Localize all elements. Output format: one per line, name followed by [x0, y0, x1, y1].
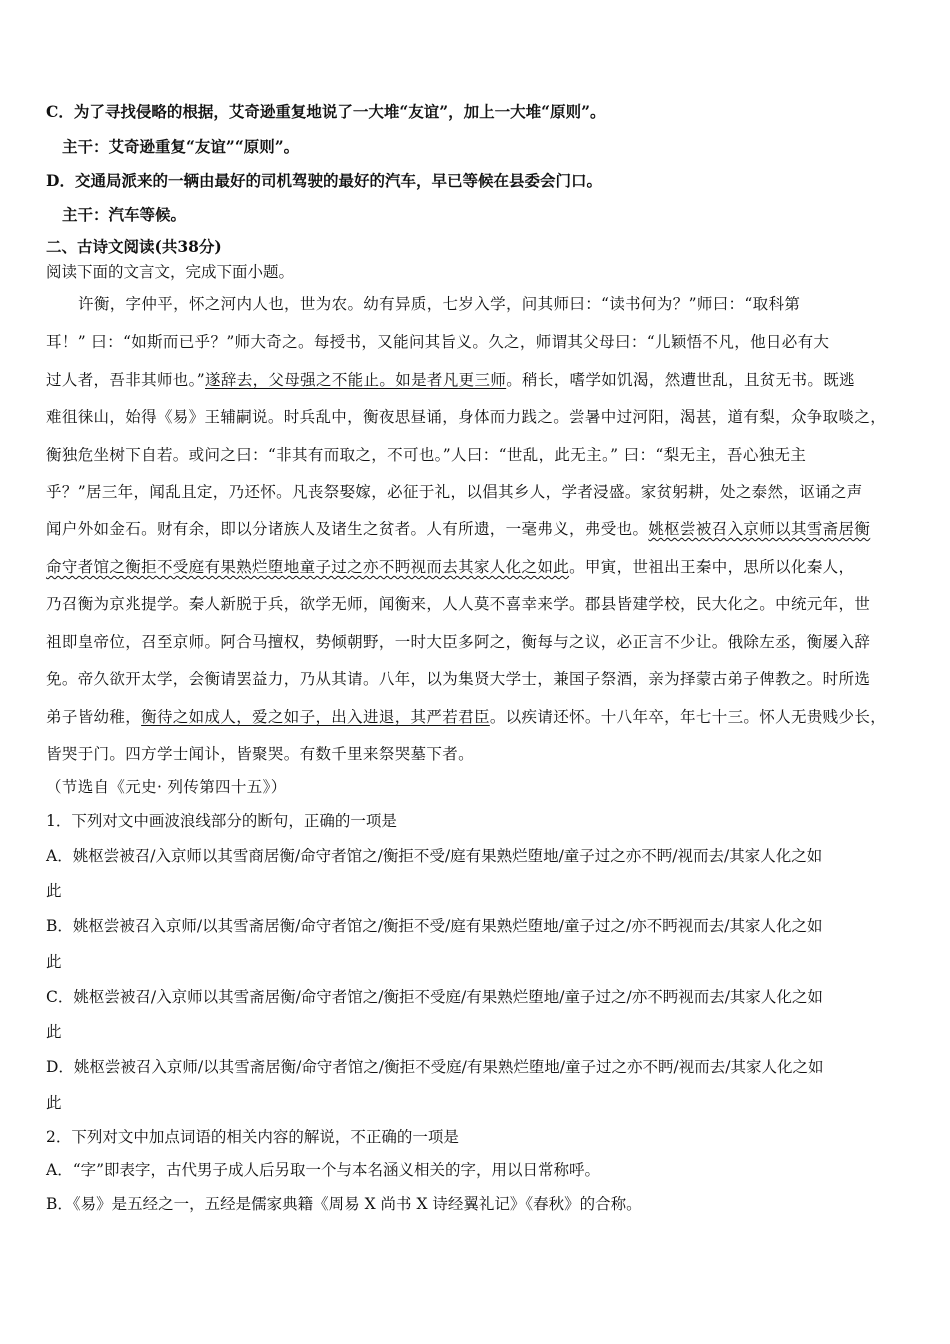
passage-line-13: 皆哭于门。四方学士闻讣，皆聚哭。有数千里来祭哭墓下者。 [46, 745, 474, 763]
option-d-main-clause: 主干：汽车等候。 [62, 205, 187, 224]
passage-text: 。稍长，嗜学如饥渴，然遭世乱，且贫无书。既逃 [506, 371, 855, 389]
passage-text: 弟子皆幼稚， [46, 708, 142, 726]
passage-line-12 [46, 706, 886, 728]
underlined-sentence-2: 衡待之如成人，爱之如子，出入进退，其严若君臣 [141, 708, 490, 726]
passage-line-5: 衡独危坐树下自若。或问之曰：“非其有而取之，不可也。”人曰：“世乱，此无主。” 曰：“梨无主，吾心独无主 [46, 446, 807, 464]
passage-line-4: 难徂徕山，始得《易》王辅嗣说。时兵乱中，衡夜思昼诵，身体而力践之。尝暑中过河阳，渴甚，道有梨，众争取啖之， [46, 408, 887, 426]
question-1-option-b: B．姚枢尝被召入京师/以其雪斋居衡/命守者馆之/衡拒不受/庭有果熟烂堕地/童子过之/亦不眄视而去/其家人化之如 [46, 917, 823, 935]
underlined-sentence-1: 遂辞去，父母强之不能止。如是者凡更三师 [205, 371, 507, 389]
passage-line-2: 耳！” 曰：“如斯而已乎？”师大奇之。每授书，又能问其旨义。久之，师谓其父母曰：“儿颖悟不凡，他日必有大 [46, 333, 830, 351]
question-1-option-a: A．姚枢尝被召/入京师以其雪商居衡/命守者馆之/衡拒不受/庭有果熟烂堕地/童子过之亦不眄/视而去/其家人化之如 [46, 847, 823, 865]
passage-line-7 [46, 518, 870, 540]
question-1-option-c-cont: 此 [46, 1023, 62, 1041]
section-heading: 二、古诗文阅读(共38分) [46, 237, 222, 256]
passage-text: 闻户外如金石。财有余，即以分诸族人及诸生之贫者。人有所遗，一毫弗义，弗受也。 [46, 520, 649, 538]
wavy-underlined-text: 命守者馆之衡拒不受庭有果熟烂堕地童子过之亦不眄视而去其家人化之如此 [46, 558, 570, 576]
passage-line-1: 许衡，字仲平，怀之河内人也，世为农。幼有异质，七岁入学，问其师曰：“读书何为？”师曰：“取科第 [78, 295, 801, 313]
passage-text: 过人者，吾非其师也。” [46, 371, 206, 389]
option-c-main-clause: 主干：艾奇逊重复“友谊”“原则”。 [62, 137, 300, 156]
passage-text: 。以疾请还怀。十八年卒，年七十三。怀人无贵贱少长， [489, 708, 887, 726]
question-2-stem: 2．下列对文中加点词语的相关内容的解说，不正确的一项是 [46, 1128, 459, 1146]
option-c-sentence: C．为了寻找侵略的根据，艾奇逊重复地说了一大堆“友谊”，加上一大堆“原则”。 [46, 102, 606, 121]
question-2-option-a: A．“字”即表字，古代男子成人后另取一个与本名涵义相关的字，用以日常称呼。 [46, 1161, 601, 1179]
question-1-option-d: D．姚枢尝被召入京师/以其雪斋居衡/命守者馆之/衡拒不受庭/有果熟烂堕地/童子过之亦不眄/视而去/其家人化之如 [46, 1058, 824, 1076]
passage-source: （节选自《元史· 列传第四十五》） [46, 778, 287, 796]
wavy-underlined-text: 姚枢尝被召入京师以其雪斋居衡 [648, 520, 871, 538]
question-1-option-a-cont: 此 [46, 882, 62, 900]
passage-line-6: 乎？”居三年，闻乱且定，乃还怀。凡丧祭娶嫁，必征于礼，以倡其乡人，学者浸盛。家贫躬耕，处之泰然，讴诵之声 [46, 483, 863, 501]
reading-instruction: 阅读下面的文言文，完成下面小题。 [46, 263, 295, 281]
passage-line-11: 免。帝久欲开太学，会衡请罢益力，乃从其请。八年，以为集贤大学士，兼国子祭酒，亲为择蒙古弟子俾教之。时所选 [46, 670, 871, 688]
question-1-option-b-cont: 此 [46, 953, 62, 971]
passage-line-8 [46, 556, 854, 578]
question-1-stem: 1．下列对文中画波浪线部分的断句，正确的一项是 [46, 812, 397, 830]
question-1-option-c: C．姚枢尝被召/入京师以其雪斋居衡/命守者馆之/衡拒不受庭/有果熟烂堕地/童子过之/亦不眄视而去/其家人化之如 [46, 988, 823, 1006]
passage-line-3 [46, 369, 855, 391]
passage-line-9: 乃召衡为京兆提学。秦人新脱于兵，欲学无师，闻衡来，人人莫不喜幸来学。郡县皆建学校，民大化之。中统元年，世 [46, 595, 871, 613]
passage-line-10: 祖即皇帝位，召至京师。阿合马擅权，势倾朝野，一时大臣多阿之，衡每与之议，必正言不少让。俄除左丞，衡屡入辞 [46, 633, 871, 651]
passage-text: 。甲寅，世祖出王秦中，思所以化秦人， [569, 558, 855, 576]
question-2-option-b: B．《易》是五经之一，五经是儒家典籍《周易 X 尚书 X 诗经翼礼记》《春秋》的合称。 [46, 1195, 642, 1213]
option-d-sentence: D．交通局派来的一辆由最好的司机驾驶的最好的汽车，早已等候在县委会门口。 [46, 171, 602, 190]
question-1-option-d-cont: 此 [46, 1094, 62, 1112]
